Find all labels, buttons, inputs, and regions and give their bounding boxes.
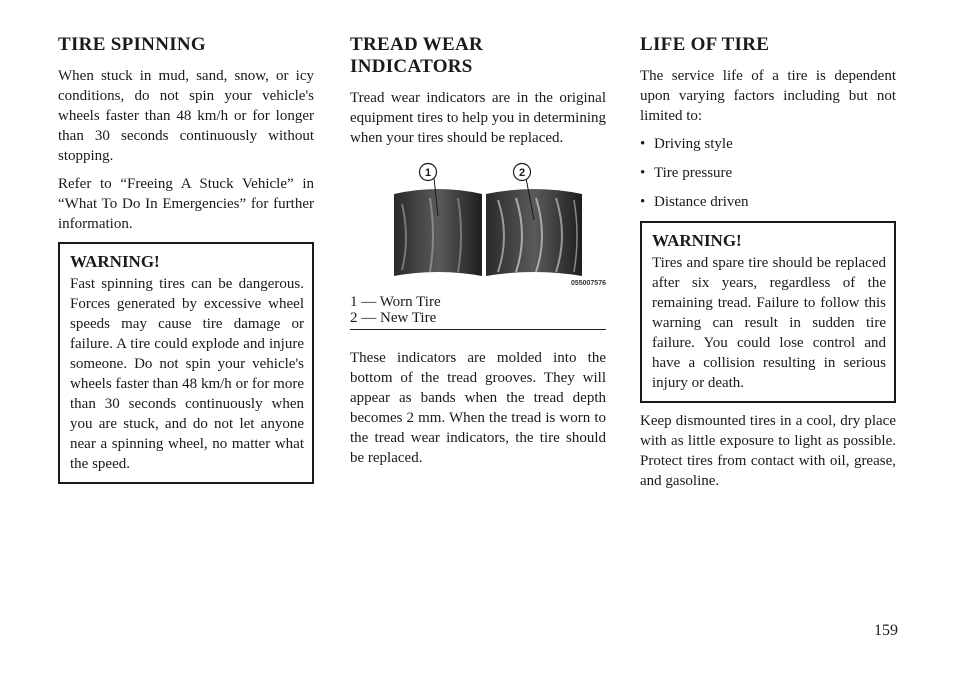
- warning-text: Fast spinning tires can be dangerous. Forces generated by excessive wheel speeds may cause tire damage or failure. A tire could explode and injure someone. Do not spin your vehicle's wheels faster than 48 km/h or for more than 30 seconds continuously when you are stuck, and do not let anyone near a spinning wheel, no matter what the speed.: [70, 276, 304, 472]
- list-item: • Distance driven: [640, 194, 749, 210]
- callout-2-label: 2: [518, 167, 526, 179]
- paragraph-service-life: The service life of a tire is dependent upon varying factors including but not limited to:: [640, 68, 896, 124]
- warning-text: Tires and spare tire should be replaced after six years, regardless of the remaining tread. Failure to follow this warning can result in sudden tire failure. You could lose control and have a collision resulting in serious injury or death.: [652, 255, 886, 391]
- warning-box-six-years: [640, 221, 896, 403]
- bullet-icon: •: [640, 136, 646, 152]
- callout-1-label: 1: [424, 167, 432, 179]
- warning-title: WARNING!: [652, 231, 742, 250]
- bullet-icon: •: [640, 165, 646, 181]
- figure-code: 055007576: [570, 280, 606, 287]
- list-item: • Tire pressure: [640, 165, 733, 181]
- column-tread-wear: [350, 34, 606, 476]
- paragraph-refer-freeing: Refer to “Freeing A Stuck Vehicle” in “What To Do In Emergencies” for further information.: [58, 176, 314, 232]
- caption-worn-tire: 1 — Worn Tire: [350, 294, 441, 310]
- warning-box-spinning: [58, 242, 314, 484]
- factors-list: [640, 134, 896, 212]
- column-life-of-tire: [640, 34, 896, 499]
- page-number: 159: [874, 622, 898, 639]
- tires-drawing: [350, 160, 606, 290]
- worn-tire-icon: [394, 189, 482, 276]
- warning-title: WARNING!: [70, 252, 160, 271]
- heading-tire-spinning: TIRE SPINNING: [58, 34, 207, 55]
- figure-captions: [350, 294, 606, 330]
- paragraph-indicators-intro: Tread wear indicators are in the original equipment tires to help you in determining when your tires should be replaced.: [350, 90, 606, 146]
- bullet-icon: •: [640, 194, 646, 210]
- paragraph-indicators-detail: These indicators are molded into the bottom of the tread grooves. They will appear as bands when the tread depth becomes 2 mm. When the tread is worn to the tread wear indicators, the tire should be replaced.: [350, 350, 606, 466]
- paragraph-storage: Keep dismounted tires in a cool, dry place with as little exposure to light as possible. Protect tires from contact with oil, grease, and gasoline.: [640, 413, 896, 489]
- list-item: • Driving style: [640, 136, 733, 152]
- new-tire-icon: [486, 189, 582, 276]
- heading-tread-wear: [350, 34, 606, 78]
- heading-line-1: TREAD WEAR: [350, 34, 484, 55]
- caption-new-tire: 2 — New Tire: [350, 310, 437, 326]
- tire-illustration: [350, 160, 606, 290]
- heading-line-2: INDICATORS: [350, 56, 473, 77]
- column-tire-spinning: [58, 34, 314, 492]
- heading-life-of-tire: LIFE OF TIRE: [640, 34, 770, 55]
- paragraph-stuck-conditions: When stuck in mud, sand, snow, or icy conditions, do not spin your vehicle's wheels faster than 48 km/h or for longer than 30 seconds continuously without stopping.: [58, 68, 314, 164]
